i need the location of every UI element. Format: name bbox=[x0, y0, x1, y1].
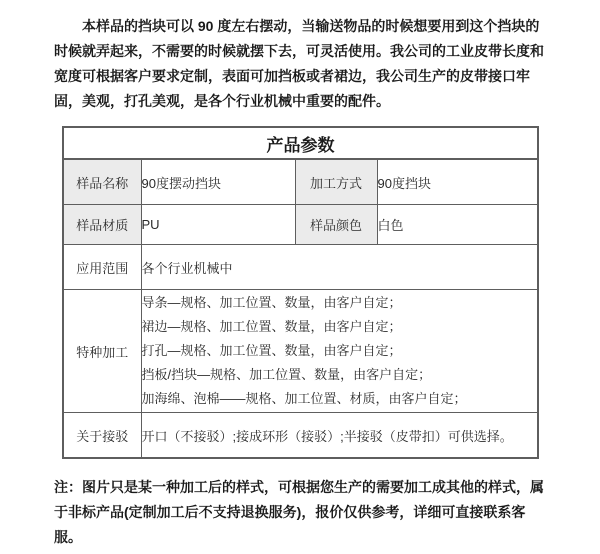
param-label-application-scope: 应用范围 bbox=[63, 245, 141, 290]
product-description: 本样品的挡块可以 90 度左右摆动，当输送物品的时候想要用到这个挡块的时候就弄起来，不需要的时候就摆下去，可灵活使用。我公司的工业皮带长度和宽度可根据客户要求定制，表面可加挡板或者裙边，我公司生产的皮带接口牢固，美观，打孔美观，是各个行业机械中重要的配件。 bbox=[54, 18, 544, 109]
param-value-special-processing bbox=[141, 290, 538, 413]
table-row bbox=[63, 245, 538, 290]
param-label-cell bbox=[63, 205, 141, 245]
table-title: 产品参数 bbox=[63, 127, 538, 159]
param-value-processing-method: 90度挡块 bbox=[377, 159, 538, 205]
table-row bbox=[63, 413, 538, 459]
product-params-table bbox=[62, 126, 539, 459]
param-label-sample-name: 样品名称 bbox=[64, 160, 141, 204]
table-row bbox=[63, 205, 538, 245]
param-label-cell bbox=[295, 159, 377, 205]
param-label-sample-color: 样品颜色 bbox=[296, 205, 377, 244]
table-row bbox=[63, 290, 538, 413]
table-row bbox=[63, 159, 538, 205]
param-label-sample-material: 样品材质 bbox=[64, 205, 141, 244]
note-text: 注：图片只是某一种加工后的样式，可根据您生产的需要加工成其他的样式，属于非标产品(定制加工后不支持退换服务)，报价仅供参考，详细可直接联系客服。 bbox=[54, 479, 544, 545]
param-value-sample-material: PU bbox=[141, 205, 295, 245]
param-label-cell bbox=[63, 159, 141, 205]
param-value-sample-color: 白色 bbox=[377, 205, 538, 245]
special-processing-line: 裙边—规格、加工位置、数量，由客户自定； bbox=[141, 319, 402, 334]
param-label-cell bbox=[295, 205, 377, 245]
special-processing-line: 加海绵、泡棉——规格、加工位置、材质，由客户自定； bbox=[141, 391, 467, 406]
param-label-special-processing: 特种加工 bbox=[63, 290, 141, 413]
special-processing-line: 导条—规格、加工位置、数量，由客户自定； bbox=[141, 295, 402, 310]
special-processing-line: 打孔—规格、加工位置、数量，由客户自定； bbox=[141, 343, 402, 358]
param-value-splicing: 开口（不接驳）;接成环形（接驳）;半接驳（皮带扣）可供选择。 bbox=[141, 413, 538, 459]
param-label-processing-method: 加工方式 bbox=[296, 160, 377, 204]
table-header-row bbox=[63, 127, 538, 159]
special-processing-line: 挡板/挡块—规格、加工位置、数量，由客户自定； bbox=[141, 367, 432, 382]
param-value-application-scope: 各个行业机械中 bbox=[141, 245, 538, 290]
param-label-splicing: 关于接驳 bbox=[63, 413, 141, 459]
param-value-sample-name: 90度摆动挡块 bbox=[141, 159, 295, 205]
